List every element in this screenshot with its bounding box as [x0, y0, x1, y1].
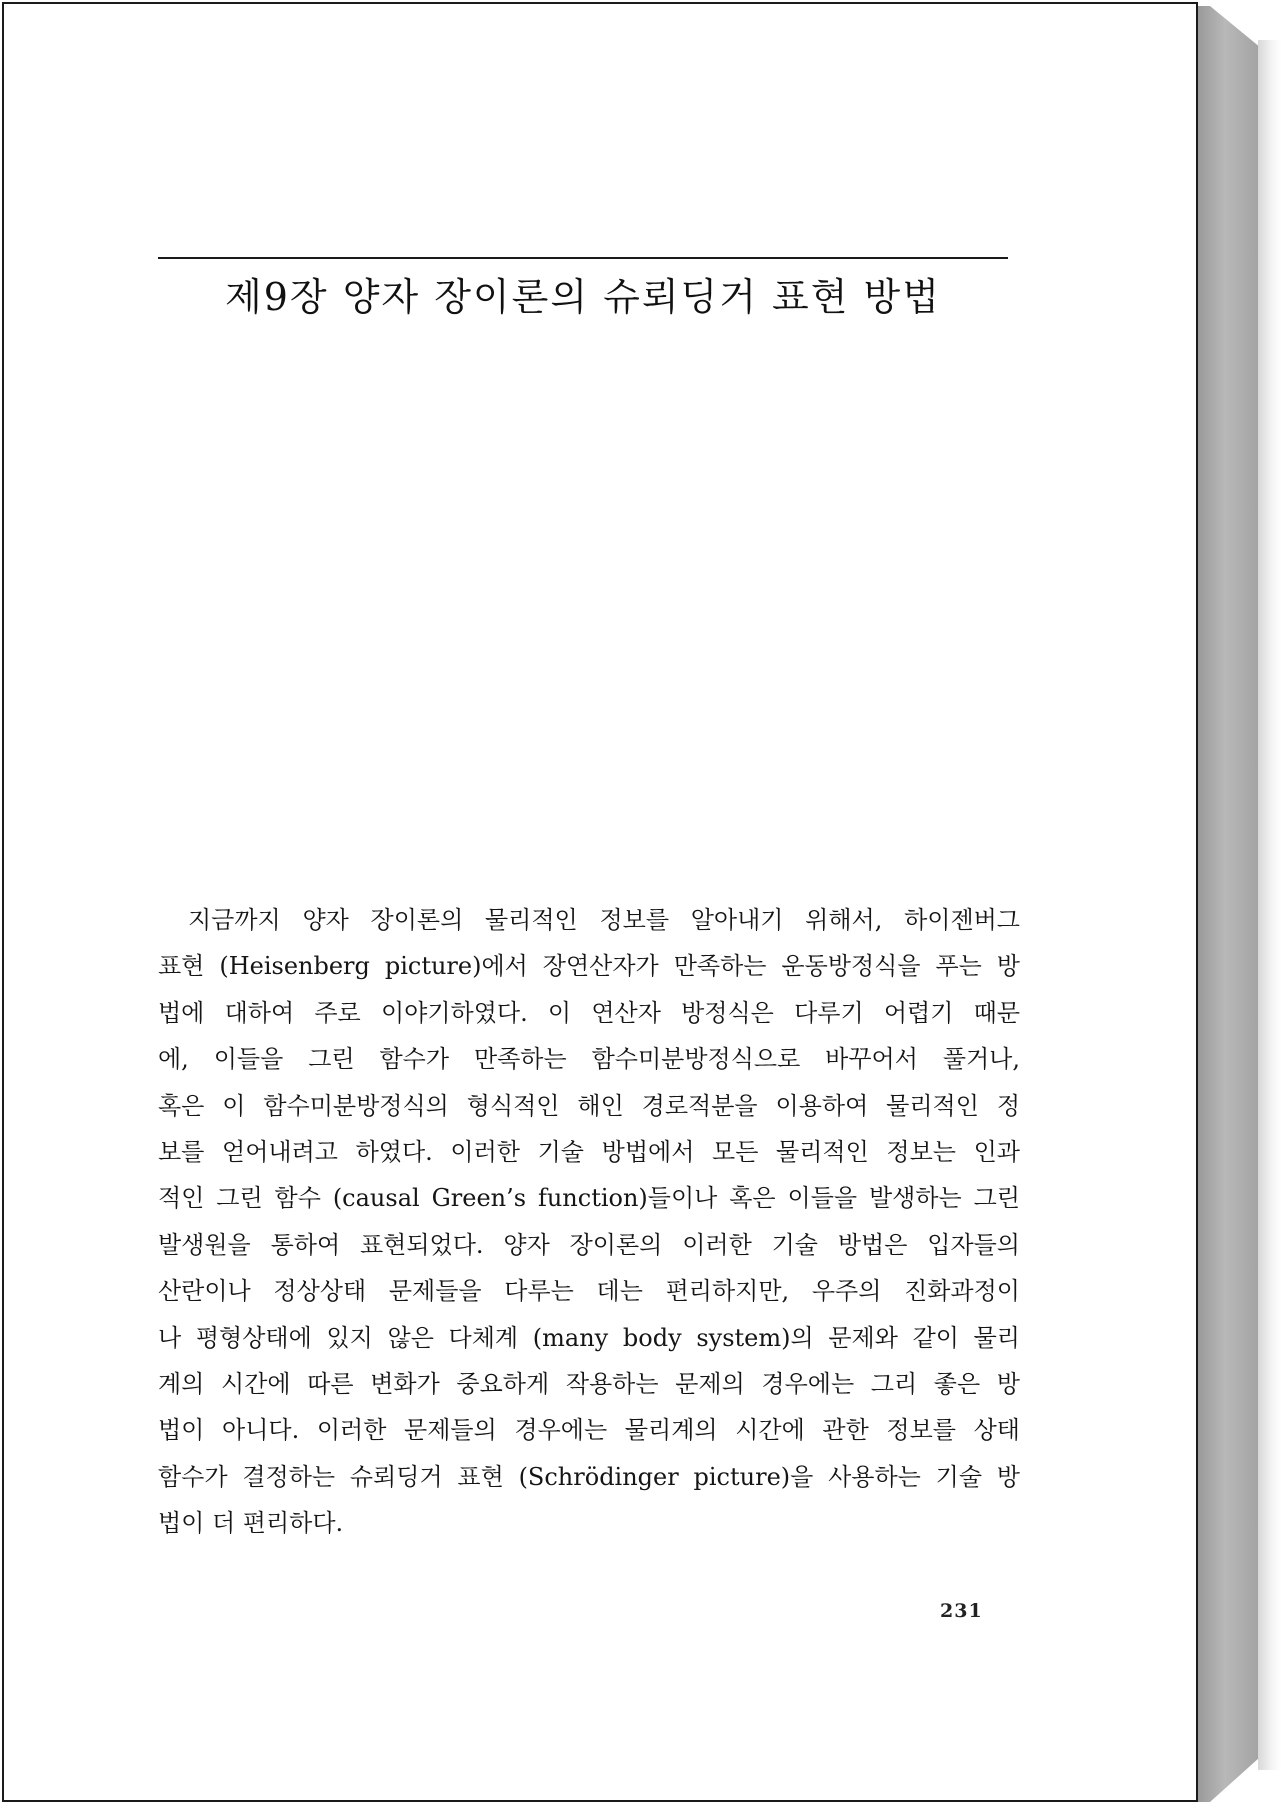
- body-line: 표현 (Heisenberg picture)에서 장연산자가 만족하는 운동방정식을 푸는 방: [158, 952, 1020, 981]
- body-paragraph: [158, 897, 1020, 1546]
- page-sheet: [2, 2, 1198, 1802]
- body-line: 계의 시간에 따른 변화가 중요하게 작용하는 문제의 경우에는 그리 좋은 방: [158, 1369, 1020, 1398]
- book-edge-shadow: [1258, 40, 1281, 1770]
- body-line: 발생원을 통하여 표현되었다. 양자 장이론의 이러한 기술 방법은 입자들의: [158, 1230, 1020, 1259]
- book-page-edges: [1198, 6, 1258, 1802]
- chapter-title-rule: [158, 257, 1008, 259]
- body-line: 법에 대하여 주로 이야기하였다. 이 연산자 방정식은 다루기 어렵기 때문: [158, 998, 1020, 1027]
- body-line: 법이 아니다. 이러한 문제들의 경우에는 물리계의 시간에 관한 정보를 상태: [158, 1416, 1020, 1445]
- body-line: 적인 그린 함수 (causal Green’s function)들이나 혹은 이들을 발생하는 그린: [158, 1184, 1020, 1213]
- body-line: 나 평형상태에 있지 않은 다체계 (many body system)의 문제와 같이 물리: [158, 1323, 1020, 1352]
- body-line: 보를 얻어내려고 하였다. 이러한 기술 방법에서 모든 물리적인 정보는 인과: [158, 1137, 1020, 1166]
- chapter-title: 제9장 양자 장이론의 슈뢰딩거 표현 방법: [225, 275, 941, 319]
- body-line: 함수가 결정하는 슈뢰딩거 표현 (Schrödinger picture)을 사용하는 기술 방: [158, 1462, 1020, 1491]
- body-line: 에, 이들을 그린 함수가 만족하는 함수미분방정식으로 바꾸어서 풀거나,: [158, 1045, 1020, 1074]
- body-line: 지금까지 양자 장이론의 물리적인 정보를 알아내기 위해서, 하이젠버그: [188, 906, 1020, 934]
- page-number: 231: [940, 1600, 983, 1622]
- body-line: 법이 더 편리하다.: [158, 1509, 344, 1538]
- body-line: 혹은 이 함수미분방정식의 형식적인 해인 경로적분을 이용하여 물리적인 정: [158, 1091, 1020, 1120]
- body-line: 산란이나 정상상태 문제들을 다루는 데는 편리하지만, 우주의 진화과정이: [158, 1277, 1020, 1306]
